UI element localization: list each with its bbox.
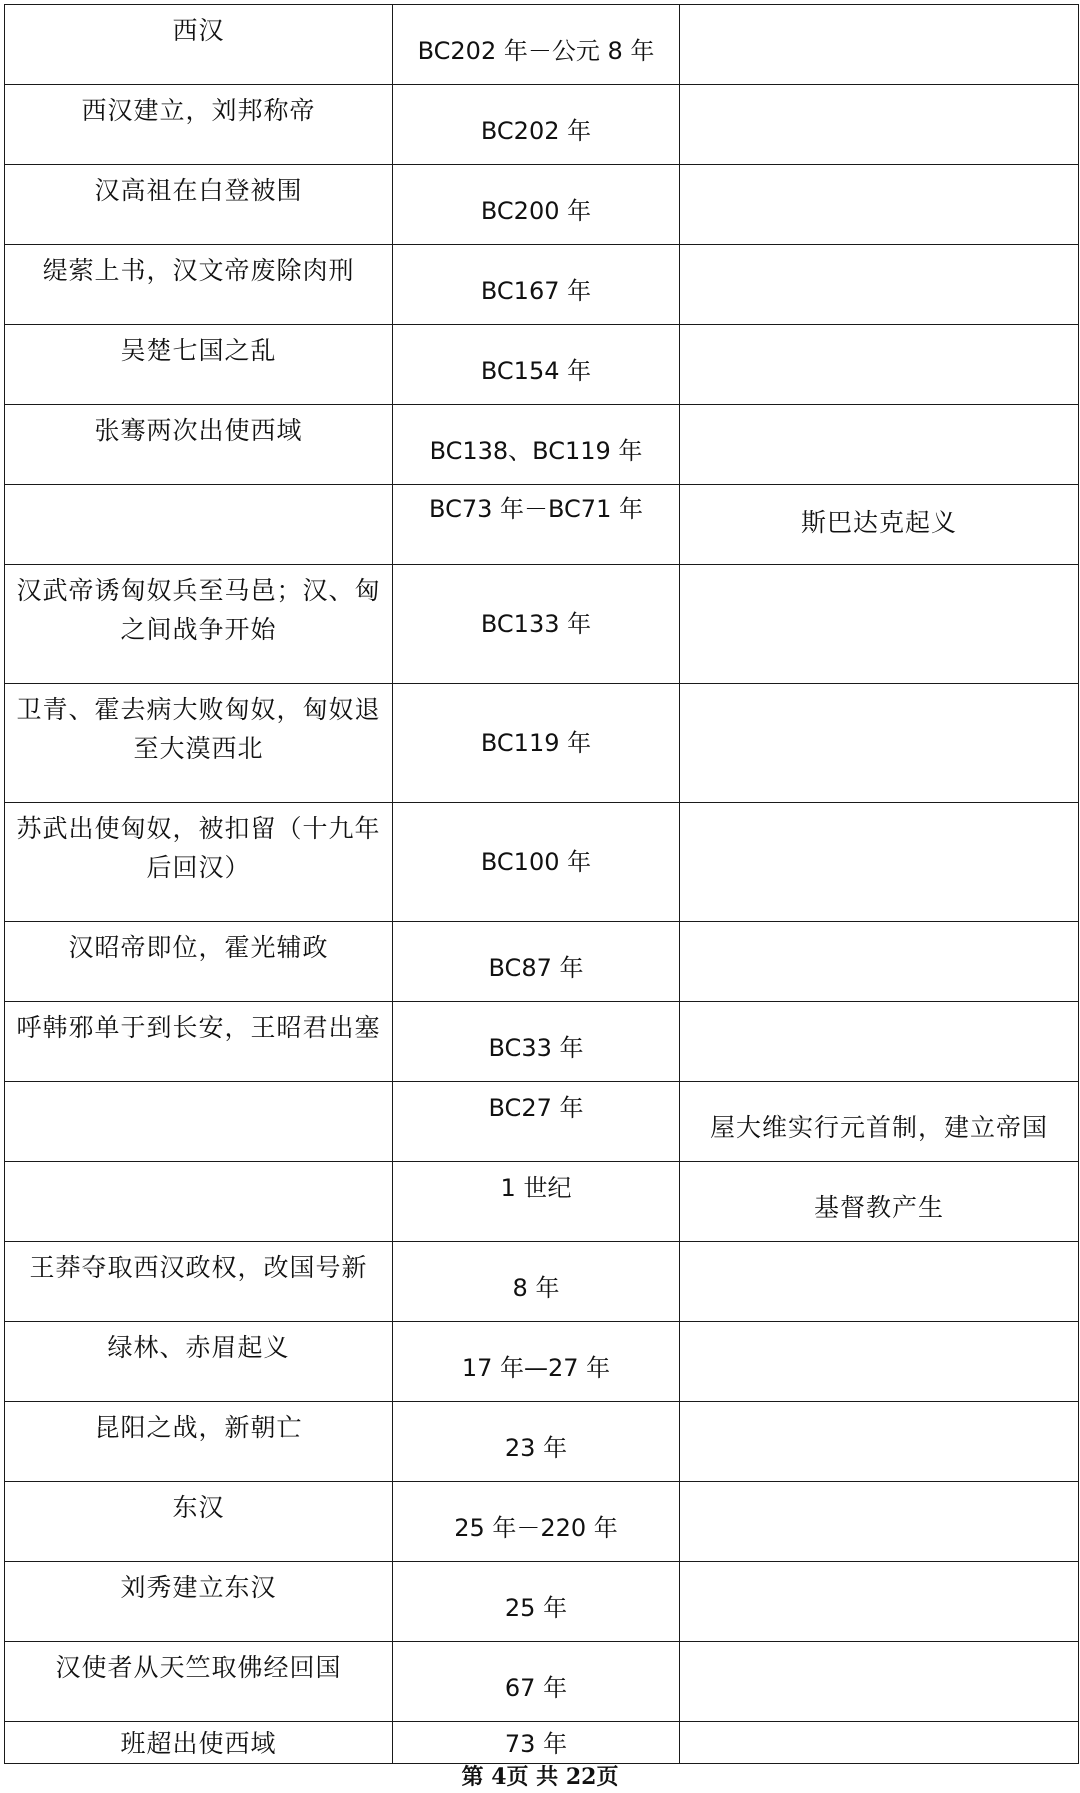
table-row xyxy=(5,1642,1079,1722)
world-event-cell xyxy=(680,165,1079,245)
year-text: 67 年 xyxy=(504,1674,568,1702)
table-row xyxy=(5,1402,1079,1482)
timeline-table-body xyxy=(5,5,1079,1764)
table-row xyxy=(5,1722,1079,1764)
year-cell xyxy=(393,85,680,165)
event-text: 刘秀建立东汉 xyxy=(120,1573,277,1602)
event-cell xyxy=(5,565,393,684)
year-cell xyxy=(393,1082,680,1162)
event-text: 昆阳之战，新朝亡 xyxy=(94,1413,303,1442)
year-cell xyxy=(393,485,680,565)
year-cell xyxy=(393,922,680,1002)
table-row xyxy=(5,1242,1079,1322)
world-event-cell xyxy=(680,5,1079,85)
year-text: BC154 年 xyxy=(480,357,592,385)
event-cell xyxy=(5,1642,393,1722)
world-event-cell xyxy=(680,684,1079,803)
year-cell xyxy=(393,405,680,485)
timeline-table xyxy=(4,4,1079,1764)
year-text: 1 世纪 xyxy=(500,1174,572,1202)
year-text: BC33 年 xyxy=(488,1034,584,1062)
year-text: BC27 年 xyxy=(488,1094,584,1122)
world-event-cell xyxy=(680,1642,1079,1722)
world-event-cell xyxy=(680,325,1079,405)
table-row xyxy=(5,1562,1079,1642)
world-event-cell xyxy=(680,922,1079,1002)
table-row xyxy=(5,5,1079,85)
year-cell xyxy=(393,165,680,245)
event-cell xyxy=(5,165,393,245)
event-text: 卫青、霍去病大败匈奴，匈奴退至大漠西北 xyxy=(16,695,381,763)
table-row xyxy=(5,325,1079,405)
event-cell xyxy=(5,485,393,565)
world-event-text: 基督教产生 xyxy=(813,1193,944,1222)
event-text xyxy=(5,1162,392,1168)
table-row xyxy=(5,1002,1079,1082)
year-cell xyxy=(393,1562,680,1642)
year-text: 73 年 xyxy=(504,1730,568,1758)
table-row xyxy=(5,85,1079,165)
year-cell xyxy=(393,1242,680,1322)
event-cell xyxy=(5,1162,393,1242)
event-cell xyxy=(5,1562,393,1642)
world-event-text: 屋大维实行元首制，建立帝国 xyxy=(709,1113,1048,1142)
year-cell xyxy=(393,1402,680,1482)
world-event-text: 斯巴达克起义 xyxy=(800,508,957,537)
event-text: 吴楚七国之乱 xyxy=(120,336,277,365)
event-cell xyxy=(5,5,393,85)
table-row xyxy=(5,565,1079,684)
world-event-cell xyxy=(680,245,1079,325)
event-text: 王莽夺取西汉政权，改国号新 xyxy=(29,1253,368,1282)
year-cell xyxy=(393,1482,680,1562)
event-text: 东汉 xyxy=(172,1493,225,1522)
event-text: 汉使者从天竺取佛经回国 xyxy=(55,1653,342,1682)
year-text: BC133 年 xyxy=(480,610,592,638)
year-cell xyxy=(393,565,680,684)
year-cell xyxy=(393,325,680,405)
event-cell xyxy=(5,245,393,325)
event-text: 西汉建立，刘邦称帝 xyxy=(81,96,316,125)
year-text: 8 年 xyxy=(512,1274,560,1302)
year-cell xyxy=(393,1322,680,1402)
table-row xyxy=(5,803,1079,922)
event-cell xyxy=(5,1402,393,1482)
year-text: 17 年—27 年 xyxy=(461,1354,611,1382)
year-cell xyxy=(393,803,680,922)
world-event-cell xyxy=(680,1082,1079,1162)
year-text: 23 年 xyxy=(504,1434,568,1462)
table-row xyxy=(5,1082,1079,1162)
world-event-cell xyxy=(680,1562,1079,1642)
event-text: 苏武出使匈奴，被扣留（十九年后回汉） xyxy=(16,814,381,882)
event-text: 西汉 xyxy=(172,16,225,45)
year-text: BC119 年 xyxy=(480,729,592,757)
world-event-cell xyxy=(680,85,1079,165)
year-text: 25 年－220 年 xyxy=(454,1514,618,1542)
table-row xyxy=(5,1482,1079,1562)
world-event-cell xyxy=(680,565,1079,684)
event-text: 缇萦上书，汉文帝废除肉刑 xyxy=(42,256,355,285)
world-event-cell xyxy=(680,1322,1079,1402)
year-text: BC87 年 xyxy=(488,954,584,982)
world-event-cell xyxy=(680,1162,1079,1242)
year-cell xyxy=(393,245,680,325)
event-text xyxy=(5,485,392,491)
timeline-table-wrapper xyxy=(4,4,1078,1764)
world-event-cell xyxy=(680,1402,1079,1482)
event-cell xyxy=(5,325,393,405)
event-text: 汉昭帝即位，霍光辅政 xyxy=(68,933,329,962)
event-cell xyxy=(5,1482,393,1562)
event-cell xyxy=(5,405,393,485)
year-text: 25 年 xyxy=(504,1594,568,1622)
year-text: BC100 年 xyxy=(480,848,592,876)
table-row xyxy=(5,165,1079,245)
event-text: 呼韩邪单于到长安，王昭君出塞 xyxy=(16,1013,381,1042)
year-cell xyxy=(393,1722,680,1764)
event-text: 汉武帝诱匈奴兵至马邑；汉、匈之间战争开始 xyxy=(16,576,381,644)
year-cell xyxy=(393,684,680,803)
table-row xyxy=(5,1322,1079,1402)
year-cell xyxy=(393,1002,680,1082)
world-event-cell xyxy=(680,1002,1079,1082)
event-cell xyxy=(5,1722,393,1764)
world-event-cell xyxy=(680,405,1079,485)
table-row xyxy=(5,684,1079,803)
table-row xyxy=(5,245,1079,325)
event-cell xyxy=(5,85,393,165)
year-text: BC202 年－公元 8 年 xyxy=(417,37,655,65)
year-cell xyxy=(393,5,680,85)
world-event-cell xyxy=(680,485,1079,565)
world-event-cell xyxy=(680,1242,1079,1322)
table-row xyxy=(5,405,1079,485)
page-footer: 第 4页 共 22页 xyxy=(461,1764,619,1790)
event-cell xyxy=(5,803,393,922)
event-cell xyxy=(5,1002,393,1082)
table-row xyxy=(5,1162,1079,1242)
event-cell xyxy=(5,922,393,1002)
event-cell xyxy=(5,1242,393,1322)
event-cell xyxy=(5,1082,393,1162)
year-text: BC200 年 xyxy=(480,197,592,225)
year-cell xyxy=(393,1162,680,1242)
year-cell xyxy=(393,1642,680,1722)
world-event-cell xyxy=(680,1722,1079,1764)
event-cell xyxy=(5,1322,393,1402)
event-cell xyxy=(5,684,393,803)
event-text xyxy=(5,1082,392,1088)
event-text: 班超出使西域 xyxy=(120,1729,277,1758)
world-event-cell xyxy=(680,803,1079,922)
event-text: 张骞两次出使西域 xyxy=(94,416,303,445)
year-text: BC138、BC119 年 xyxy=(429,437,643,465)
year-text: BC73 年－BC71 年 xyxy=(429,495,643,523)
year-text: BC167 年 xyxy=(480,277,592,305)
event-text: 汉高祖在白登被围 xyxy=(94,176,303,205)
event-text: 绿林、赤眉起义 xyxy=(107,1333,290,1362)
table-row xyxy=(5,485,1079,565)
world-event-cell xyxy=(680,1482,1079,1562)
table-row xyxy=(5,922,1079,1002)
year-text: BC202 年 xyxy=(480,117,592,145)
